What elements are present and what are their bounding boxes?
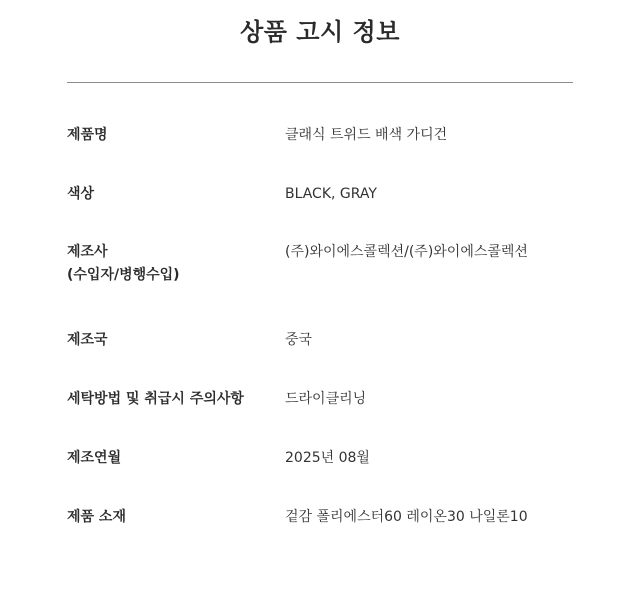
title-divider [67, 82, 573, 83]
info-label-text: 제조사 [67, 244, 108, 260]
product-info-table [67, 124, 573, 546]
info-label-text: 제품명 [67, 127, 108, 143]
info-value: 중국 [285, 332, 313, 348]
info-label-text: 제조연월 [67, 450, 122, 466]
info-label [67, 183, 285, 206]
info-label [67, 329, 285, 352]
info-row-manufacturer [67, 241, 573, 329]
info-label [67, 506, 285, 529]
info-row-care [67, 388, 573, 447]
info-label [67, 388, 285, 411]
info-label-text: 세탁방법 및 취급시 주의사항 [67, 391, 244, 407]
info-label [67, 447, 285, 470]
info-value: BLACK, GRAY [285, 186, 377, 202]
info-value: 클래식 트위드 배색 가디건 [285, 127, 448, 143]
info-value: 겉감 폴리에스터60 레이온30 나일론10 [285, 509, 528, 525]
info-label-text: 제조국 [67, 332, 108, 348]
info-row-product-name [67, 124, 573, 183]
info-value: 드라이클리닝 [285, 391, 367, 407]
info-row-manufacture-date [67, 447, 573, 506]
info-row-color [67, 183, 573, 241]
info-row-country [67, 329, 573, 388]
page-title: 상품 고시 정보 [240, 18, 400, 46]
info-label-text: 제품 소재 [67, 509, 126, 525]
info-label [67, 241, 285, 287]
info-value: (주)와이에스콜렉션/(주)와이에스콜렉션 [285, 244, 528, 260]
info-label-text: 색상 [67, 186, 95, 202]
info-row-material [67, 506, 573, 546]
info-label [67, 124, 285, 147]
info-label-subtext: (수입자/병행수입) [67, 267, 180, 283]
info-value: 2025년 08월 [285, 450, 370, 466]
